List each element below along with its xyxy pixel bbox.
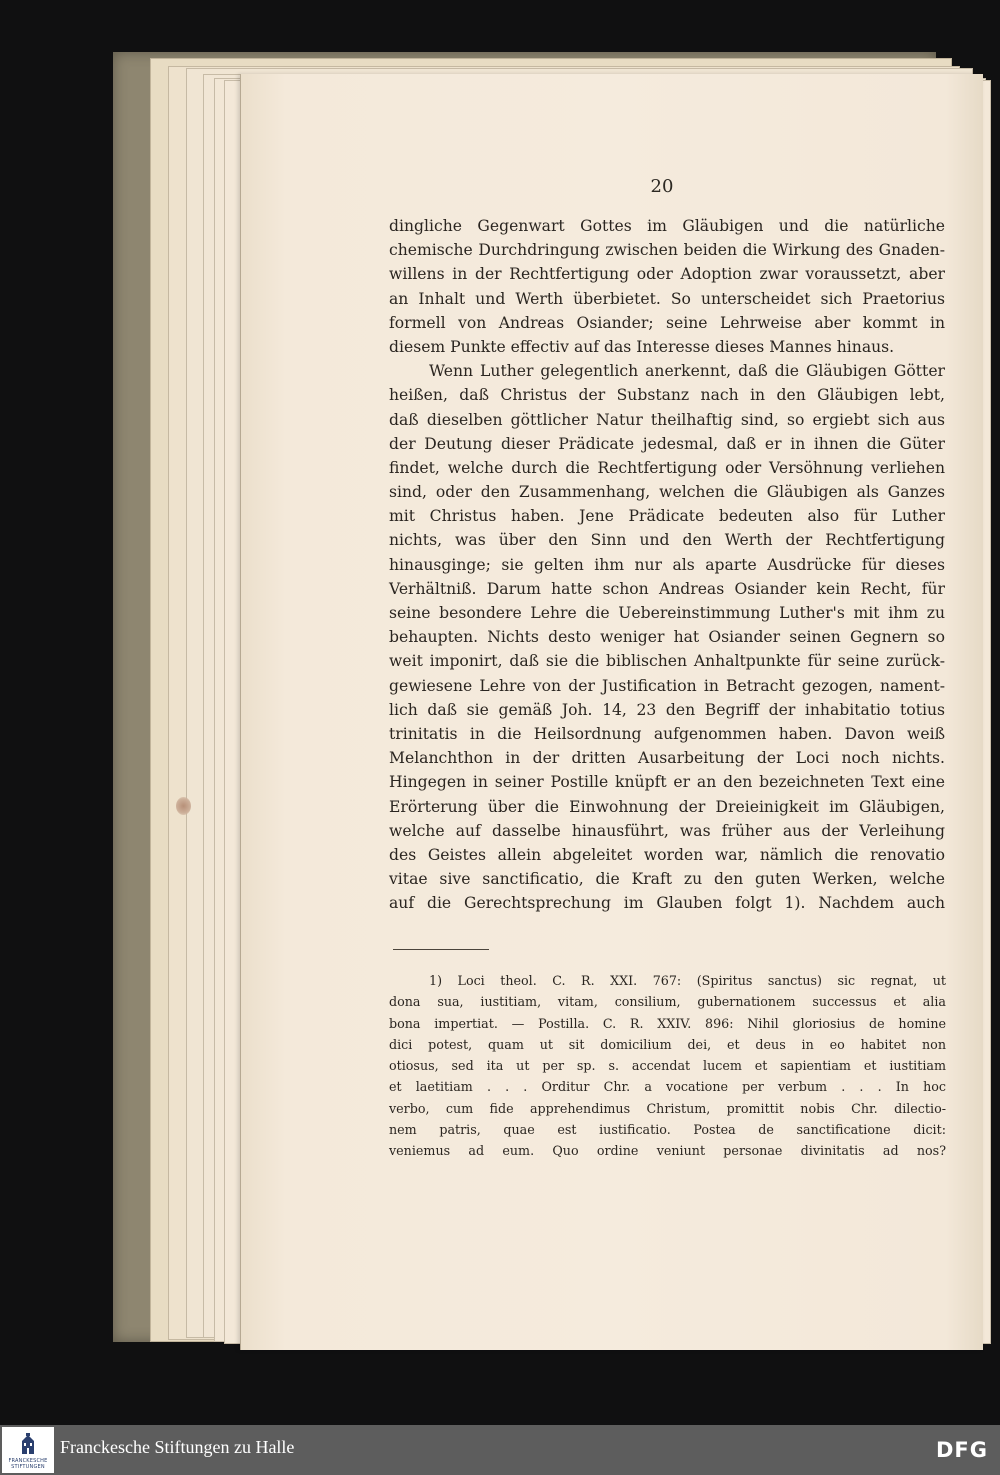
footnote-line: veniemus ad eum. Quo ordine veniunt personae divinitatis ad nos? xyxy=(389,1143,946,1159)
body-text xyxy=(389,214,945,915)
logo-text-line1: FRANCKESCHE xyxy=(8,1458,48,1464)
footnote-line: bona impertiat. — Postilla. C. R. XXIV. 896: Nihil gloriosius de homine xyxy=(389,1015,946,1031)
text-line: willens in der Rechtfertigung oder Adoption zwar voraussetzt, aber xyxy=(389,265,945,284)
text-line: Hingegen in seiner Postille knüpft er an den bezeichneten Text eine xyxy=(389,773,945,792)
text-line: Melanchthon in der dritten Ausarbeitung der Loci noch nichts. xyxy=(389,749,945,768)
footnote-line: dici potest, quam ut sit domicilium dei, et deus in eo habitet non xyxy=(389,1036,946,1052)
footnote-line: dona sua, iustitiam, vitam, consilium, gubernationem successus et alia xyxy=(389,994,946,1010)
text-line: nichts, was über den Sinn und den Werth der Rechtfertigung xyxy=(389,531,945,550)
text-line: gewiesene Lehre von der Justification in Betracht gezogen, nament- xyxy=(389,676,945,695)
orphanage-building-icon xyxy=(20,1433,36,1455)
logo-text xyxy=(2,1458,54,1470)
text-line: trinitatis in die Heilsordnung aufgenommen haben. Davon weiß xyxy=(389,724,945,743)
footnote-line: 1) Loci theol. C. R. XXI. 767: (Spiritus sanctus) sic regnat, ut xyxy=(429,973,946,988)
page-number: 20 xyxy=(650,176,674,197)
text-line: mit Christus haben. Jene Prädicate bedeuten also für Luther xyxy=(389,507,945,526)
dfg-logo[interactable]: DFG xyxy=(936,1438,989,1462)
text-line: formell von Andreas Osiander; seine Lehrweise aber kommt in xyxy=(389,313,945,332)
text-line: diesem Punkte effectiv auf das Interesse dieses Mannes hinaus. xyxy=(389,337,895,356)
viewer-footer xyxy=(0,1425,1000,1475)
footnote-line: otiosus, sed ita ut per sp. s. accendat lucem et sapientiam et iustitiam xyxy=(389,1058,946,1074)
text-line: chemische Durchdringung zwischen beiden die Wirkung des Gnaden- xyxy=(389,241,945,260)
institution-link[interactable]: Franckesche Stiftungen zu Halle xyxy=(60,1437,295,1457)
text-line: vitae sive sanctificatio, die Kraft zu den guten Werken, welche xyxy=(389,870,945,889)
foxing-stain xyxy=(176,797,191,815)
footnote-line: verbo, cum fide apprehendimus Christum, promittit nobis Chr. dilectio- xyxy=(389,1100,946,1116)
footnote-separator xyxy=(393,949,489,950)
institution-logo[interactable] xyxy=(2,1427,54,1473)
text-line: des Geistes allein abgeleitet worden war, nämlich die renovatio xyxy=(389,845,945,864)
text-line: behaupten. Nichts desto weniger hat Osiander seinen Gegnern so xyxy=(389,628,945,647)
text-line: sind, oder den Zusammenhang, welchen die Gläubigen als Ganzes xyxy=(389,483,945,502)
text-line: Erörterung über die Einwohnung der Dreieinigkeit im Gläubigen, xyxy=(389,797,945,816)
text-line: auf die Gerechtsprechung im Glauben folgt 1). Nachdem auch xyxy=(389,894,945,913)
text-line: findet, welche durch die Rechtfertigung oder Versöhnung verliehen xyxy=(389,458,945,477)
text-line: welche auf dasselbe hinausführt, was früher aus der Verleihung xyxy=(389,821,945,840)
logo-text-line2: STIFTUNGEN xyxy=(11,1464,45,1470)
text-line: dingliche Gegenwart Gottes im Gläubigen und die natürliche xyxy=(389,217,945,235)
text-line: Wenn Luther gelegentlich anerkennt, daß die Gläubigen Götter xyxy=(429,362,945,381)
text-line: der Deutung dieser Prädicate jedesmal, daß er in ihnen die Güter xyxy=(389,434,945,453)
text-line: hinausginge; sie gelten ihm nur als aparte Ausdrücke für dieses xyxy=(389,555,945,574)
footnote-line: et laetitiam . . . Orditur Chr. a vocatione per verbum . . . In hoc xyxy=(389,1079,946,1095)
text-line: daß dieselben göttlicher Natur theilhaftig sind, so ergiebt sich aus xyxy=(389,410,945,429)
footnote-line: nem patris, quae est iustificatio. Postea de sanctificatione dicit: xyxy=(389,1122,946,1138)
text-line: an Inhalt und Werth überbietet. So unterscheidet sich Praetorius xyxy=(389,289,945,308)
text-line: weit imponirt, daß sie die biblischen Anhaltpunkte für seine zurück- xyxy=(389,652,945,671)
footnotes xyxy=(389,970,946,1162)
text-line: seine besondere Lehre die Uebereinstimmung Luther's mit ihm zu xyxy=(389,604,945,622)
text-line: heißen, daß Christus der Substanz nach in den Gläubigen lebt, xyxy=(389,386,945,405)
text-line: Verhältniß. Darum hatte schon Andreas Osiander kein Recht, für xyxy=(389,579,945,598)
text-line: lich daß sie gemäß Joh. 14, 23 den Begriff der inhabitatio totius xyxy=(389,700,945,719)
